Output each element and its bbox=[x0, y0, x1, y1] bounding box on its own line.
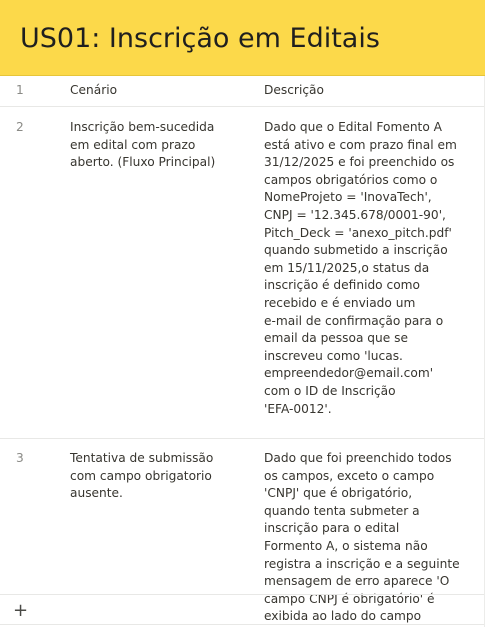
description-cell[interactable]: Dado que foi preenchido todos os campos, exceto o campo 'CNPJ' que é obrigatório, quando tenta submeter a inscrição para o edital Formento A, o sistema não registra a inscrição e a seguinte mensagem de erro aparece 'O campo CNPJ é obrigatório' é exibida ao lado do campo bbox=[264, 451, 460, 624]
scenario-cell[interactable]: Tentativa de submissão com campo obrigatorio ausente. bbox=[70, 451, 214, 501]
row-number: 3 bbox=[16, 451, 24, 465]
add-row-bar[interactable] bbox=[0, 594, 485, 628]
column-header-description: Descrição bbox=[264, 83, 324, 97]
table-header-row bbox=[0, 76, 485, 107]
row-number: 2 bbox=[16, 120, 24, 134]
table-row[interactable] bbox=[0, 107, 485, 439]
description-cell[interactable]: Dado que o Edital Fomento A está ativo e com prazo final em 31/12/2025 e foi preenchido os campos obrigatórios como o NomeProjeto = 'InovaTech', CNPJ = '12.345.678/0001-90', Pitch_Deck = 'anexo_pitch.pdf' quando submetido a inscrição em 15/11/2025,o status da inscrição é definido como recebido e é enviado um e-mail de confirmação para o email da pessoa que se inscreveu como 'lucas. empreendedor@email.com' com o ID de Inscrição 'EFA-0012'. bbox=[264, 120, 457, 416]
row-number: 1 bbox=[16, 83, 24, 97]
add-row-button[interactable]: + bbox=[13, 600, 29, 621]
user-story-table bbox=[0, 76, 485, 625]
scenario-cell[interactable]: Inscrição bem-sucedida em edital com prazo aberto. (Fluxo Principal) bbox=[70, 120, 216, 170]
page-header bbox=[0, 0, 485, 76]
column-header-scenario: Cenário bbox=[70, 83, 118, 97]
page-title: US01: Inscrição em Editais bbox=[20, 23, 380, 54]
